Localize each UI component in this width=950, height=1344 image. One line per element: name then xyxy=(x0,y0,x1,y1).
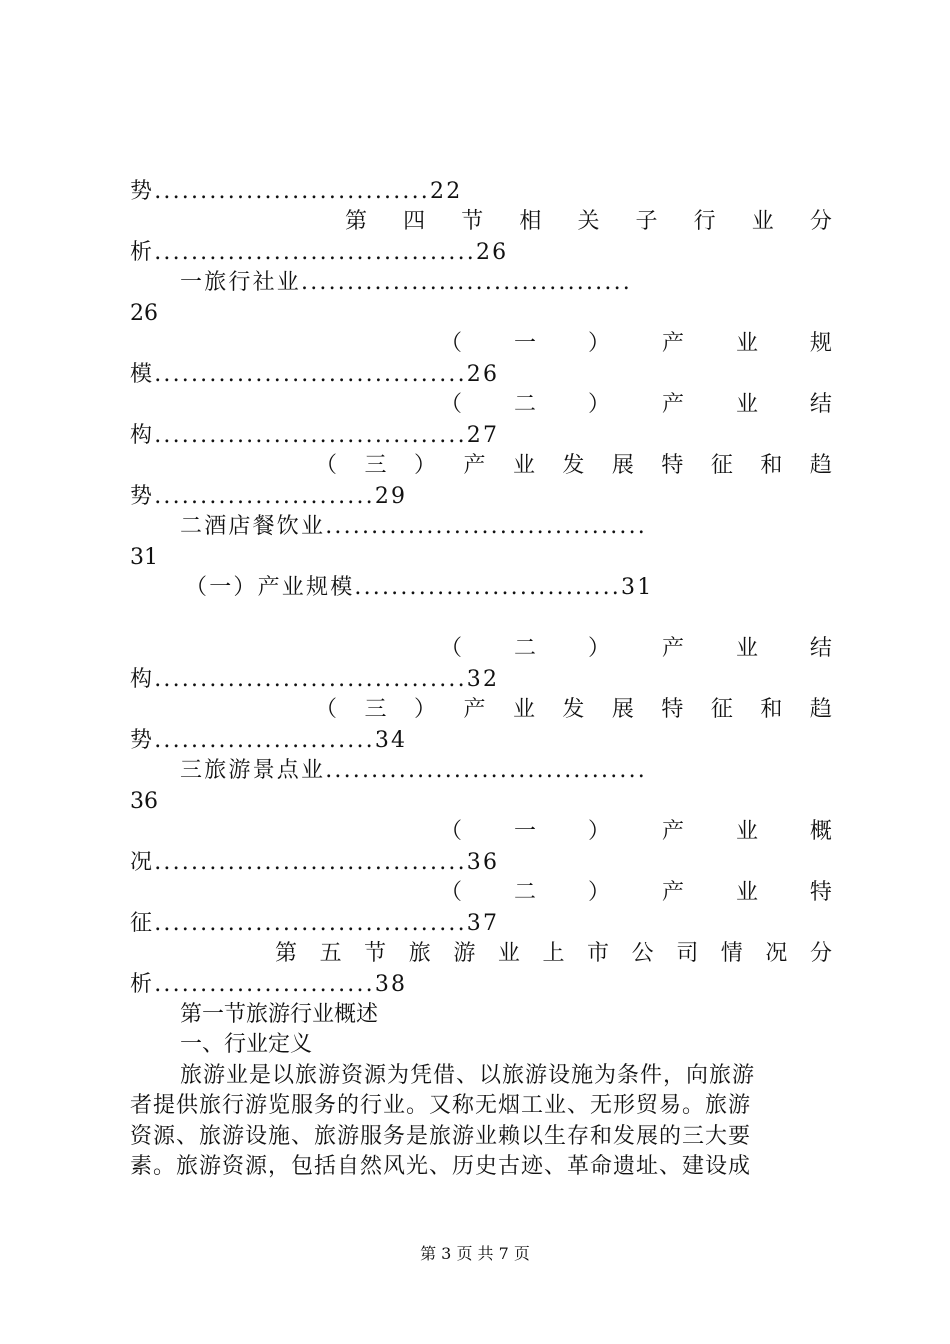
toc-line: 征..................................37 xyxy=(130,911,500,936)
spread-char: 展 xyxy=(611,697,634,722)
spread-char: 产 xyxy=(661,392,684,417)
spread-char: 分 xyxy=(809,941,832,966)
toc-line: 况..................................36 xyxy=(130,850,500,875)
spread-char: 司 xyxy=(676,941,699,966)
spread-char: 产 xyxy=(463,453,486,478)
spread-char: 发 xyxy=(562,453,585,478)
page-footer: 第 3 页 共 7 页 xyxy=(420,1244,530,1263)
spread-char: 第 xyxy=(275,941,298,966)
toc-page-number: 36 xyxy=(130,789,158,814)
spread-char: 业 xyxy=(512,697,535,722)
spread-char: 特 xyxy=(661,697,684,722)
spread-char: 业 xyxy=(735,819,758,844)
spread-char: 概 xyxy=(809,819,832,844)
spread-char: 展 xyxy=(611,453,634,478)
spread-container xyxy=(345,207,832,237)
spread-char: （ xyxy=(315,697,338,722)
toc-heading-spread xyxy=(130,695,832,725)
spread-char: 业 xyxy=(751,209,774,234)
toc-page-number: 26 xyxy=(130,301,158,326)
toc-line: 三旅游景点业................................... xyxy=(180,758,647,783)
spread-char: 发 xyxy=(562,697,585,722)
toc-line: 势........................29 xyxy=(130,484,408,509)
spread-char: 三 xyxy=(364,697,387,722)
paragraph-line: 资源、旅游设施、旅游服务是旅游业赖以生存和发展的三大要 xyxy=(130,1124,752,1149)
toc-line: 构..................................32 xyxy=(130,667,500,692)
spread-char: 结 xyxy=(809,392,832,417)
subsection-heading: 一、行业定义 xyxy=(180,1032,313,1057)
section-heading: 第一节旅游行业概述 xyxy=(180,1002,379,1027)
spread-char: 业 xyxy=(497,941,520,966)
spread-char: 结 xyxy=(809,636,832,661)
toc-heading-spread xyxy=(130,207,832,237)
spread-char: 规 xyxy=(809,331,832,356)
spread-char: 特 xyxy=(661,453,684,478)
spread-char: 市 xyxy=(587,941,610,966)
toc-heading-spread xyxy=(130,817,832,847)
toc-line: 析...................................26 xyxy=(130,240,509,265)
toc-line: 模..................................26 xyxy=(130,362,500,387)
spread-char: 关 xyxy=(577,209,600,234)
spread-char: 特 xyxy=(809,880,832,905)
toc-line: 构..................................27 xyxy=(130,423,500,448)
spread-char: ） xyxy=(413,697,436,722)
spread-char: 相 xyxy=(519,209,542,234)
paragraph-line: 素。旅游资源，包括自然风光、历史古迹、革命遗址、建设成 xyxy=(130,1154,752,1179)
toc-page-number: 31 xyxy=(130,545,158,570)
spread-char: 子 xyxy=(635,209,658,234)
spread-char: 情 xyxy=(720,941,743,966)
spread-container xyxy=(315,695,832,725)
spread-char: ） xyxy=(587,392,610,417)
spread-char: （ xyxy=(440,880,463,905)
spread-char: ） xyxy=(413,453,436,478)
spread-char: 产 xyxy=(661,819,684,844)
toc-heading-spread xyxy=(130,329,832,359)
spread-char: 行 xyxy=(693,209,716,234)
spread-char: （ xyxy=(440,331,463,356)
spread-char: 和 xyxy=(760,453,783,478)
spread-char: 二 xyxy=(513,880,536,905)
spread-char: ） xyxy=(587,636,610,661)
spread-char: 一 xyxy=(513,331,536,356)
spread-char: （ xyxy=(440,636,463,661)
spread-container xyxy=(440,329,832,359)
spread-char: 征 xyxy=(710,697,733,722)
toc-line: 势........................34 xyxy=(130,728,408,753)
toc-heading-spread xyxy=(130,451,832,481)
spread-char: （ xyxy=(440,392,463,417)
toc-line: 势..............................22 xyxy=(130,179,463,204)
toc-line: 一旅行社业.................................... xyxy=(180,270,632,295)
spread-container xyxy=(440,390,832,420)
toc-heading-spread xyxy=(130,634,832,664)
spread-char: 旅 xyxy=(408,941,431,966)
spread-char: 业 xyxy=(735,636,758,661)
toc-heading-spread xyxy=(130,939,832,969)
spread-char: 五 xyxy=(319,941,342,966)
toc-line: （一）产业规模.............................31 xyxy=(185,575,654,600)
spread-char: 产 xyxy=(661,880,684,905)
spread-char: 趋 xyxy=(809,697,832,722)
spread-char: 趋 xyxy=(809,453,832,478)
spread-container xyxy=(440,634,832,664)
spread-char: 和 xyxy=(760,697,783,722)
spread-char: 游 xyxy=(453,941,476,966)
spread-char: 四 xyxy=(403,209,426,234)
spread-char: （ xyxy=(440,819,463,844)
toc-line: 二酒店餐饮业................................... xyxy=(180,514,647,539)
spread-char: 产 xyxy=(661,331,684,356)
spread-char: 况 xyxy=(765,941,788,966)
spread-char: 业 xyxy=(735,880,758,905)
spread-char: ） xyxy=(587,819,610,844)
spread-char: 公 xyxy=(631,941,654,966)
spread-char: 二 xyxy=(513,636,536,661)
spread-char: 节 xyxy=(461,209,484,234)
spread-char: （ xyxy=(315,453,338,478)
toc-heading-spread xyxy=(130,390,832,420)
spread-char: 三 xyxy=(364,453,387,478)
spread-char: ） xyxy=(587,331,610,356)
spread-container xyxy=(275,939,832,969)
spread-char: 分 xyxy=(809,209,832,234)
toc-heading-spread xyxy=(130,878,832,908)
spread-char: 征 xyxy=(710,453,733,478)
spread-char: 业 xyxy=(735,392,758,417)
spread-char: 上 xyxy=(542,941,565,966)
spread-char: 产 xyxy=(661,636,684,661)
spread-char: 第 xyxy=(345,209,368,234)
spread-char: 二 xyxy=(513,392,536,417)
spread-char: 一 xyxy=(513,819,536,844)
spread-container xyxy=(315,451,832,481)
spread-char: ） xyxy=(587,880,610,905)
paragraph-line: 旅游业是以旅游资源为凭借、以旅游设施为条件，向旅游 xyxy=(180,1063,756,1088)
paragraph-line: 者提供旅行游览服务的行业。又称无烟工业、无形贸易。旅游 xyxy=(130,1093,752,1118)
spread-container xyxy=(440,878,832,908)
spread-container xyxy=(440,817,832,847)
toc-line: 析........................38 xyxy=(130,972,408,997)
spread-char: 业 xyxy=(512,453,535,478)
spread-char: 产 xyxy=(463,697,486,722)
spread-char: 业 xyxy=(735,331,758,356)
spread-char: 节 xyxy=(364,941,387,966)
